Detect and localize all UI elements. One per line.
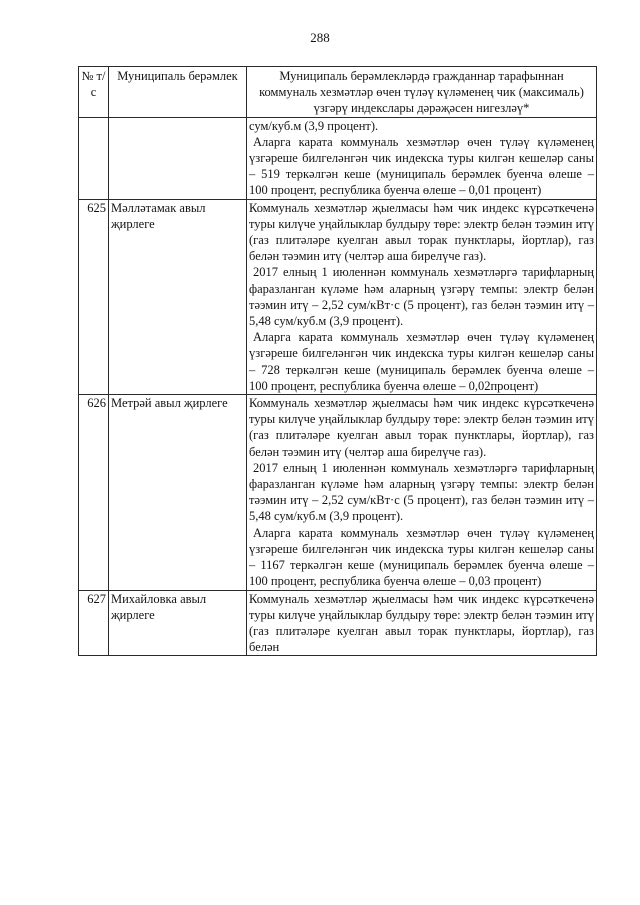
description-paragraph: 2017 елның 1 июленнән коммуналь хезмәтләргә тарифларның фаразланган күләме һәм аларның үзгәрү темпы: электр белән тәэмин итү – 2,52 сум/кВт·с (5 процент), газ белән тәэмин итү – 5,48 сум/куб.м (3,9 процент). [249,460,594,524]
row-description [247,117,597,199]
table-header-row [79,67,597,118]
row-number [79,117,109,199]
description-paragraph: Аларга карата коммуналь хезмәтләр өчен түләү күләменең үзгәреше билгеләнгән чик индекска туры килгән кешеләр саны – 1167 теркәлгән кеше (муниципаль берәмлек буенча өлеше – 100 процент, республика буенча өлеше – 0,03 процент) [249,525,594,589]
row-municipality: Михайловка авыл җирлеге [109,590,247,656]
row-description [247,590,597,656]
row-municipality: Мәлләтамак авыл җирлеге [109,199,247,394]
description-paragraph: Коммуналь хезмәтләр җыелмасы һәм чик индекс күрсәткеченә туры килүче уңайлыклар булдыру төре: электр белән тәэмин итү (газ плитәләре куелган авыл торак пунктлары, йортлар), газ белән [249,591,594,655]
row-description [247,395,597,590]
row-description [247,199,597,394]
table-row [79,590,597,656]
row-number: 626 [79,395,109,590]
row-number: 627 [79,590,109,656]
row-number: 625 [79,199,109,394]
header-description: Муниципаль берәмлекләрдә гражданнар тарафыннан коммуналь хезмәтләр өчен түләү күләменең чик (максималь) үзгәрү индекслары дәрәҗәсен нигезләү* [247,67,597,118]
description-paragraph: сум/куб.м (3,9 процент). [249,118,379,133]
description-paragraph: Коммуналь хезмәтләр җыелмасы һәм чик индекс күрсәткеченә туры килүче уңайлыклар булдыру төре: электр белән тәэмин итү (газ плитәләре куелган авыл торак пунктлары, йортлар), газ белән тәэмин итү (челтәр аша бирелүче газ). [249,200,594,264]
header-municipality: Муниципаль берәмлек [109,67,247,118]
table-row [79,117,597,199]
description-paragraph: Аларга карата коммуналь хезмәтләр өчен түләү күләменең үзгәреше билгеләнгән чик индекска туры килгән кешеләр саны – 519 теркәлгән кеше (муниципаль берәмлек буенча өлеше – 100 процент, республика буенча өлеше – 0,01 процент) [249,134,594,198]
row-municipality [109,117,247,199]
table-row [79,395,597,590]
description-paragraph: Коммуналь хезмәтләр җыелмасы һәм чик индекс күрсәткеченә туры килүче уңайлыклар булдыру төре: электр белән тәэмин итү (газ плитәләре куелган авыл торак пунктлары, йортлар), газ белән тәэмин итү (челтәр аша бирелүче газ). [249,396,594,459]
description-paragraph: Аларга карата коммуналь хезмәтләр өчен түләү күләменең үзгәреше билгеләнгән чик индекска туры килгән кешеләр саны – 728 теркәлгән кеше (муниципаль берәмлек буенча өлеше – 100 процент, республика буенча өлеше – 0,02процент) [249,330,594,393]
description-paragraph: 2017 елның 1 июленнән коммуналь хезмәтләргә тарифларның фаразланган күләме һәм аларның үзгәрү темпы: электр белән тәэмин итү – 2,52 сум/кВт·с (5 процент), газ белән тәэмин итү – 5,48 сум/куб.м (3,9 процент). [249,265,594,329]
header-num: № т/с [79,67,109,118]
row-municipality: Метрәй авыл җирлеге [109,395,247,590]
page-number: 288 [310,30,330,45]
table-row [79,199,597,394]
municipal-tariff-table [78,66,597,656]
